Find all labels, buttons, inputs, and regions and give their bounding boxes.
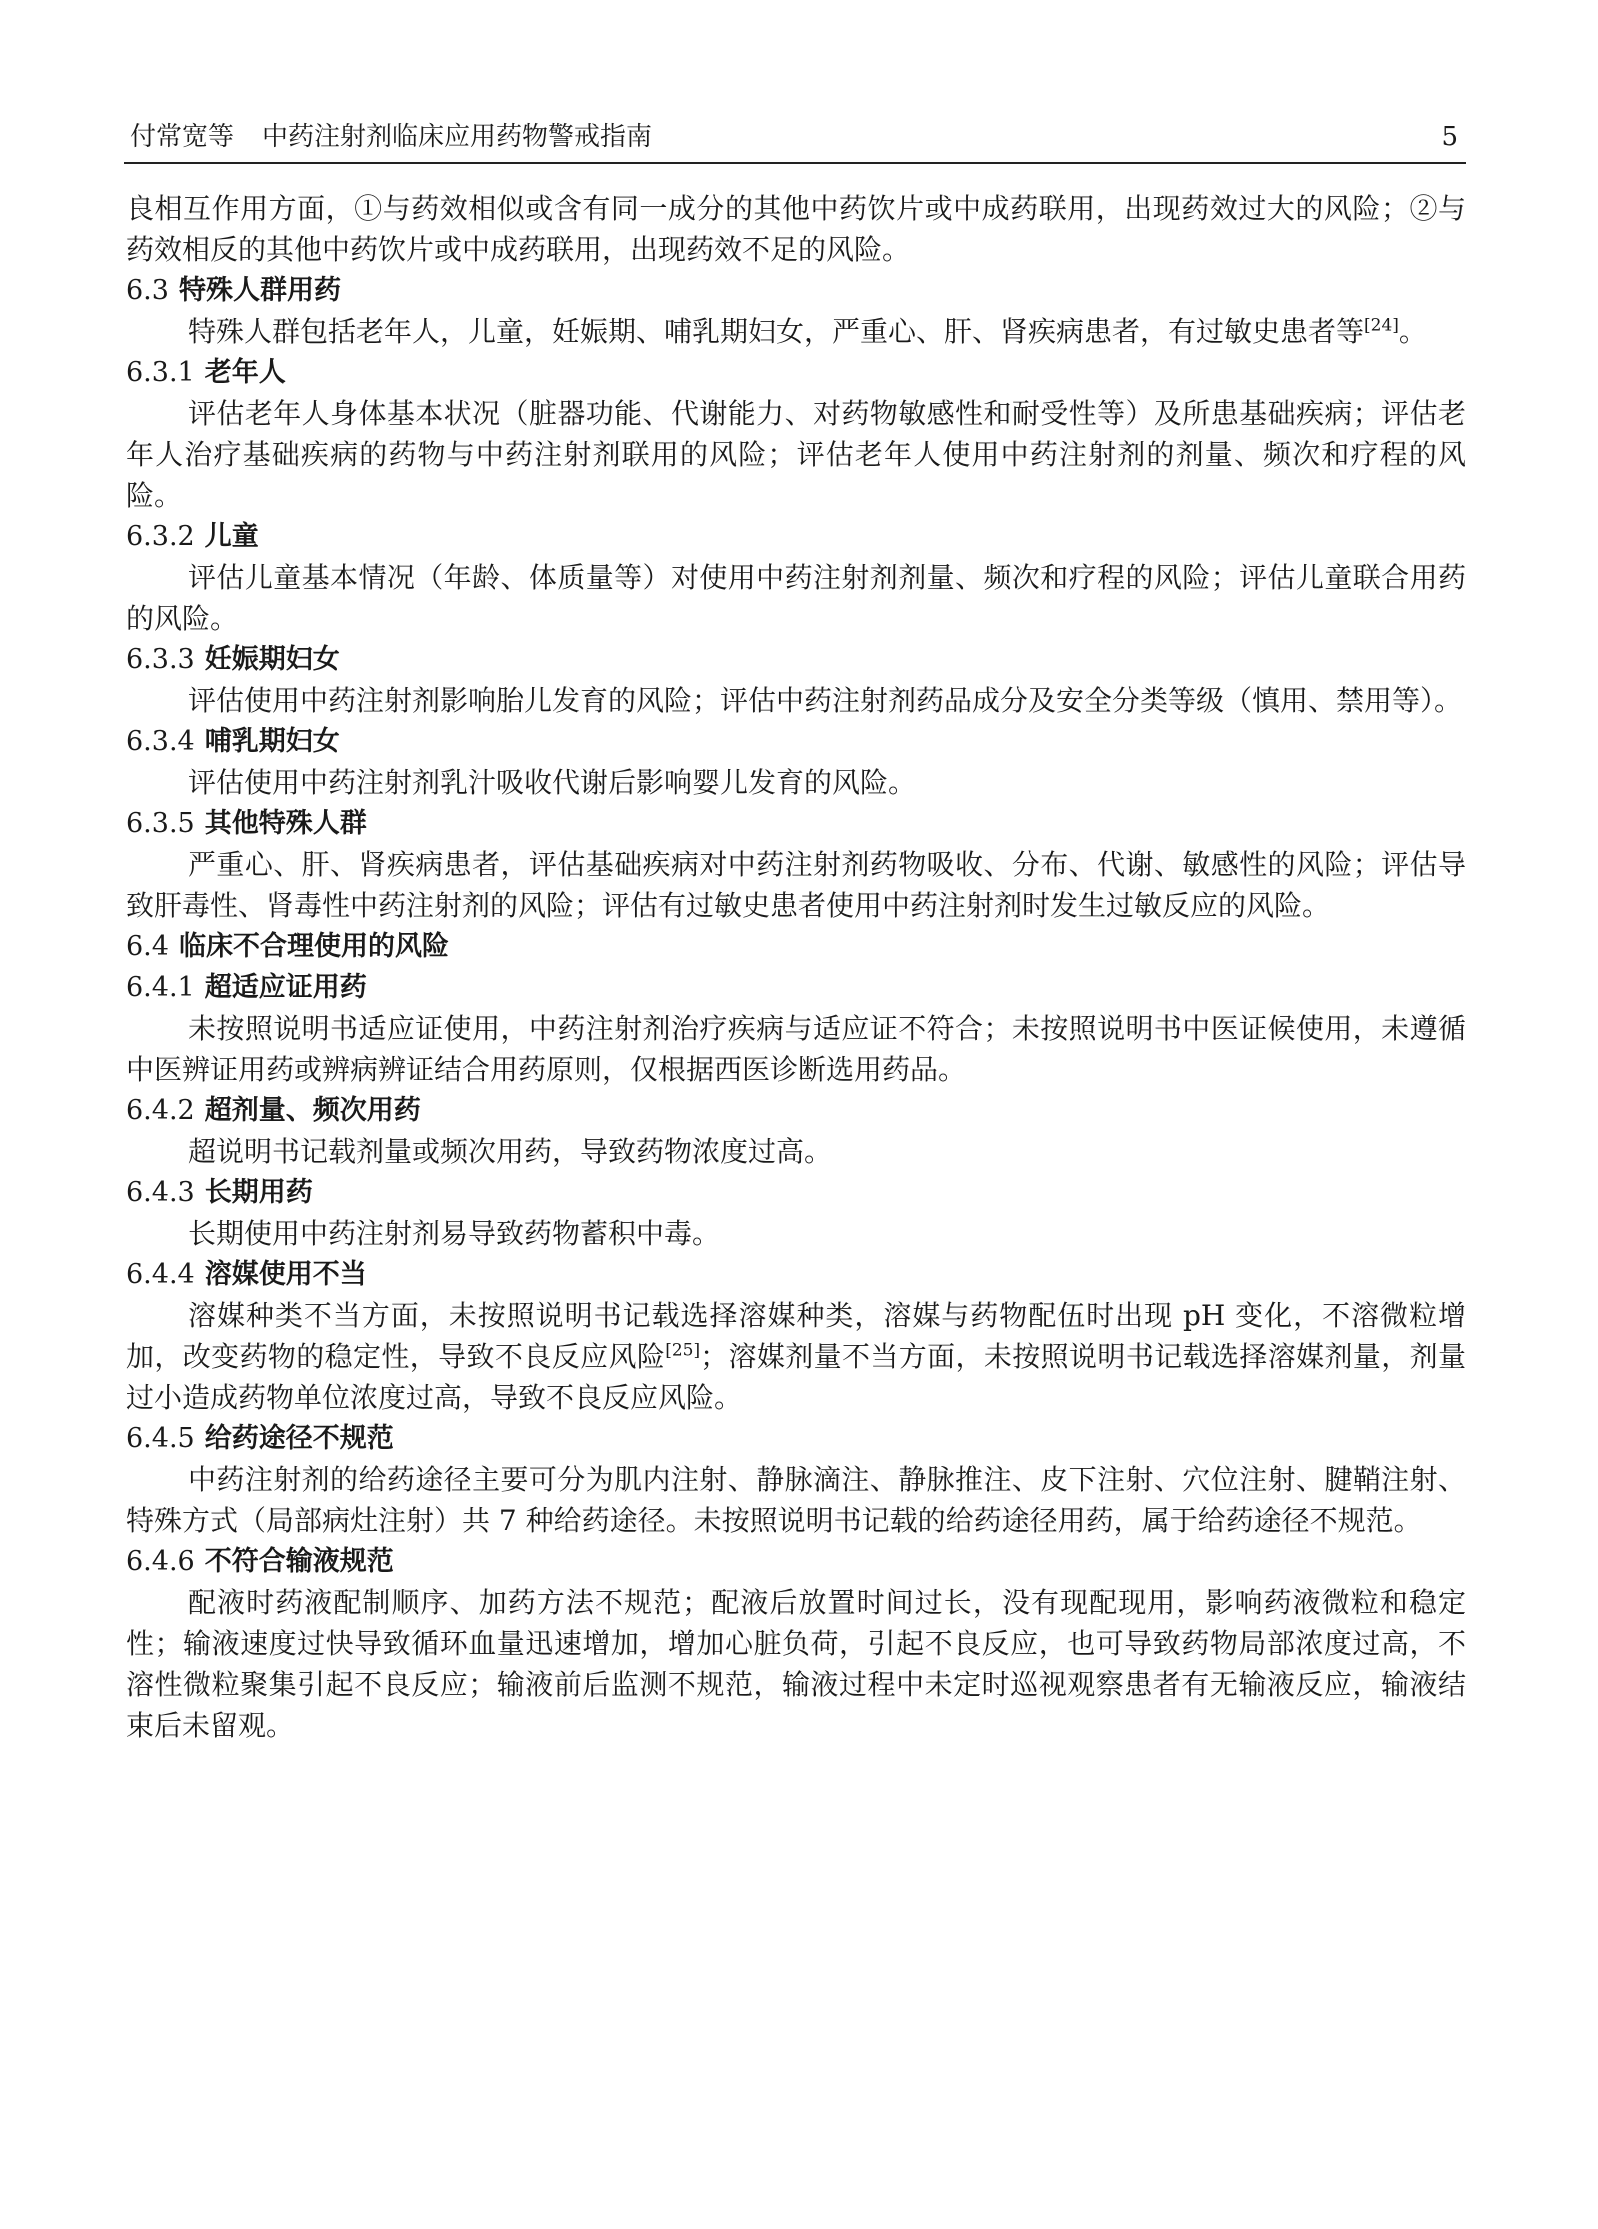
paragraph-elderly: 评估老年人身体基本状况（脏器功能、代谢能力、对药物敏感性和耐受性等）及所患基础疾病；评估老年人治疗基础疾病的药物与中药注射剂联用的风险；评估老年人使用中药注射剂的剂量、频次和疗程的风险。 <box>126 397 1466 512</box>
section-heading-6-4-4 <box>126 1254 1466 1295</box>
section-title: 其他特殊人群 <box>204 808 367 839</box>
section-heading-6-4 <box>126 926 1466 967</box>
paragraph-solvent <box>126 1295 1466 1418</box>
paragraph-end: 。 <box>1398 315 1427 348</box>
section-heading-6-4-2 <box>126 1090 1466 1131</box>
section-title: 长期用药 <box>204 1177 313 1208</box>
section-number: 6.4.1 <box>126 972 195 1003</box>
section-title: 超剂量、频次用药 <box>204 1095 421 1126</box>
paragraph-long-term: 长期使用中药注射剂易导致药物蓄积中毒。 <box>188 1217 721 1250</box>
header-authors: 付常宽等 <box>130 122 235 152</box>
section-heading-6-4-6 <box>126 1541 1466 1582</box>
citation-ref: [24] <box>1364 315 1399 336</box>
header-title: 中药注射剂临床应用药物警戒指南 <box>262 122 653 152</box>
paragraph-other-populations: 严重心、肝、肾疾病患者，评估基础疾病对中药注射剂药物吸收、分布、代谢、敏感性的风险；评估导致肝毒性、肾毒性中药注射剂的风险；评估有过敏史患者使用中药注射剂时发生过敏反应的风险。 <box>126 848 1466 922</box>
paragraph-text: 溶媒种类不当方面，未按照说明书记载选择溶媒种类，溶媒与药物配伍时出现 pH 变化，不溶微粒增加，改变药物的稳定性，导致不良反应风险 <box>126 1299 1466 1373</box>
section-number: 6.4 <box>126 931 169 962</box>
section-number: 6.4.4 <box>126 1259 195 1290</box>
section-title: 妊娠期妇女 <box>204 644 340 675</box>
section-title: 不符合输液规范 <box>204 1546 394 1577</box>
paragraph-lactating: 评估使用中药注射剂乳汁吸收代谢后影响婴儿发育的风险。 <box>188 766 917 799</box>
section-number: 6.3.1 <box>126 357 195 388</box>
section-heading-6-3-5 <box>126 803 1466 844</box>
section-title: 特殊人群用药 <box>178 275 341 306</box>
section-number: 6.4.5 <box>126 1423 195 1454</box>
page-number: 5 <box>1441 122 1458 152</box>
section-heading-6-3-1 <box>126 352 1466 393</box>
paragraph-children: 评估儿童基本情况（年龄、体质量等）对使用中药注射剂剂量、频次和疗程的风险；评估儿童联合用药的风险。 <box>126 561 1466 635</box>
section-number: 6.4.3 <box>126 1177 195 1208</box>
section-heading-6-3-2 <box>126 516 1466 557</box>
section-number: 6.3 <box>126 275 169 306</box>
paragraph-pregnant: 评估使用中药注射剂影响胎儿发育的风险；评估中药注射剂药品成分及安全分类等级（慎用、禁用等）。 <box>188 684 1463 717</box>
section-number: 6.3.3 <box>126 644 195 675</box>
section-heading-6-3 <box>126 270 1466 311</box>
paragraph-continuation: 良相互作用方面，①与药效相似或含有同一成分的其他中药饮片或中成药联用，出现药效过大的风险；②与药效相反的其他中药饮片或中成药联用，出现药效不足的风险。 <box>126 192 1466 266</box>
running-header <box>124 112 1466 164</box>
citation-ref: [25] <box>665 1340 701 1361</box>
section-heading-6-4-5 <box>126 1418 1466 1459</box>
paragraph-special-populations <box>126 311 1466 352</box>
section-title: 老年人 <box>204 357 286 388</box>
section-number: 6.3.2 <box>126 521 195 552</box>
section-heading-6-3-3 <box>126 639 1466 680</box>
section-title: 溶媒使用不当 <box>204 1259 367 1290</box>
paragraph-infusion: 配液时药液配制顺序、加药方法不规范；配液后放置时间过长，没有现配现用，影响药液微粒和稳定性；输液速度过快导致循环血量迅速增加，增加心脏负荷，引起不良反应，也可导致药物局部浓度过高，不溶性微粒聚集引起不良反应；输液前后监测不规范，输液过程中未定时巡视观察患者有无输液反应，输液结束后未留观。 <box>126 1586 1466 1742</box>
section-number: 6.4.6 <box>126 1546 195 1577</box>
section-heading-6-3-4 <box>126 721 1466 762</box>
paragraph-text: 特殊人群包括老年人，儿童，妊娠期、哺乳期妇女，严重心、肝、肾疾病患者，有过敏史患者等 <box>188 315 1365 348</box>
section-number: 6.3.4 <box>126 726 195 757</box>
section-heading-6-4-1 <box>126 967 1466 1008</box>
section-number: 6.3.5 <box>126 808 195 839</box>
paragraph-off-label: 未按照说明书适应证使用，中药注射剂治疗疾病与适应证不符合；未按照说明书中医证候使用，未遵循中医辨证用药或辨病辨证结合用药原则，仅根据西医诊断选用药品。 <box>126 1012 1466 1086</box>
section-title: 超适应证用药 <box>204 972 367 1003</box>
article-body <box>126 188 1466 1746</box>
section-title: 临床不合理使用的风险 <box>178 931 449 962</box>
paragraph-text: ；溶媒剂量不当方面，未按照说明书记载选择溶媒剂量，剂量过小造成药物单位浓度过高，导致不良反应风险。 <box>126 1340 1466 1414</box>
section-number: 6.4.2 <box>126 1095 195 1126</box>
section-title: 给药途径不规范 <box>204 1423 394 1454</box>
paragraph-route: 中药注射剂的给药途径主要可分为肌内注射、静脉滴注、静脉推注、皮下注射、穴位注射、腱鞘注射、特殊方式（局部病灶注射）共 7 种给药途径。未按照说明书记载的给药途径用药，属于给药途径不规范。 <box>126 1463 1466 1537</box>
section-title: 儿童 <box>204 521 259 552</box>
section-title: 哺乳期妇女 <box>204 726 340 757</box>
section-heading-6-4-3 <box>126 1172 1466 1213</box>
paragraph-overdose: 超说明书记载剂量或频次用药，导致药物浓度过高。 <box>188 1135 833 1168</box>
